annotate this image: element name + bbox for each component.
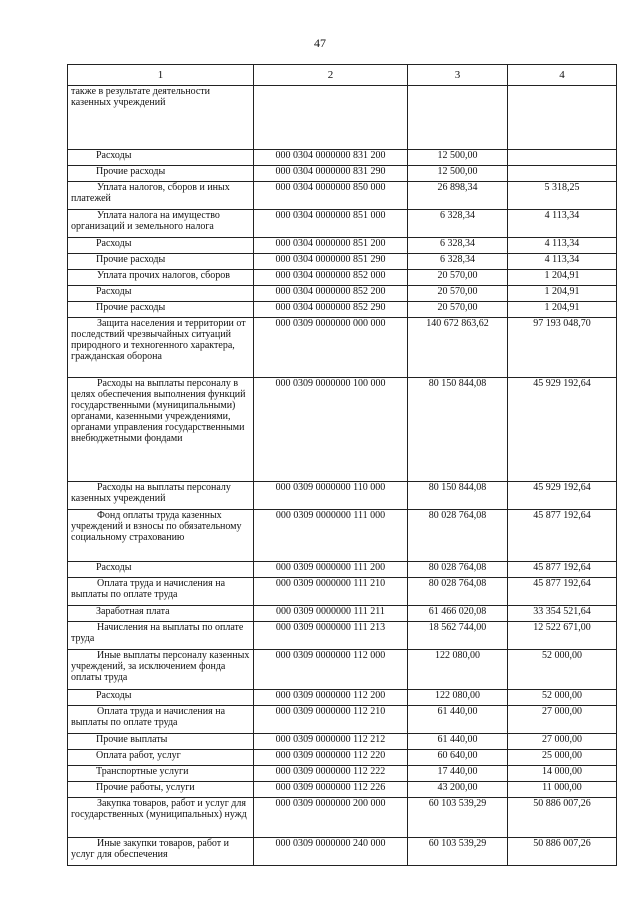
row-value-col4-cell: 27 000,00	[508, 734, 617, 750]
table-row	[68, 182, 617, 210]
row-name-cell: Расходы	[68, 150, 254, 166]
row-code-cell: 000 0309 0000000 112 212	[254, 734, 408, 750]
row-value-col4-cell: 33 354 521,64	[508, 606, 617, 622]
table-row	[68, 766, 617, 782]
table-header-row	[68, 65, 617, 86]
row-name-cell: Начисления на выплаты по оплате труда	[68, 622, 254, 650]
row-code-cell: 000 0304 0000000 852 200	[254, 286, 408, 302]
row-value-col4-cell: 4 113,34	[508, 238, 617, 254]
table-row	[68, 838, 617, 866]
table-body	[68, 86, 617, 866]
row-value-col4-cell: 1 204,91	[508, 270, 617, 286]
row-name-cell: Расходы	[68, 238, 254, 254]
row-name-cell: Фонд оплаты труда казенных учреждений и взносы по обязательному социальному страхованию	[68, 510, 254, 562]
table-row	[68, 510, 617, 562]
row-name-cell: Оплата работ, услуг	[68, 750, 254, 766]
table-row	[68, 622, 617, 650]
row-value-col3-cell: 26 898,34	[408, 182, 508, 210]
row-value-col3-cell: 12 500,00	[408, 150, 508, 166]
row-value-col4-cell	[508, 150, 617, 166]
row-name-cell: Иные закупки товаров, работ и услуг для обеспечения	[68, 838, 254, 866]
row-value-col4-cell: 4 113,34	[508, 254, 617, 270]
row-name-cell: Расходы на выплаты персоналу казенных учреждений	[68, 482, 254, 510]
row-value-col4-cell: 25 000,00	[508, 750, 617, 766]
row-value-col4-cell: 1 204,91	[508, 286, 617, 302]
table-row	[68, 650, 617, 690]
row-code-cell: 000 0309 0000000 100 000	[254, 378, 408, 482]
row-value-col4-cell: 52 000,00	[508, 690, 617, 706]
row-name-cell: Расходы	[68, 286, 254, 302]
row-value-col3-cell: 6 328,34	[408, 254, 508, 270]
row-value-col3-cell: 20 570,00	[408, 302, 508, 318]
table-row	[68, 578, 617, 606]
row-value-col3-cell: 60 103 539,29	[408, 838, 508, 866]
row-value-col3-cell: 80 150 844,08	[408, 482, 508, 510]
table-row	[68, 606, 617, 622]
table-row	[68, 690, 617, 706]
row-code-cell: 000 0309 0000000 112 220	[254, 750, 408, 766]
row-name-cell: Иные выплаты персоналу казенных учреждений, за исключением фонда оплаты труда	[68, 650, 254, 690]
row-name-cell: Прочие расходы	[68, 166, 254, 182]
row-code-cell: 000 0309 0000000 112 210	[254, 706, 408, 734]
row-value-col4-cell: 11 000,00	[508, 782, 617, 798]
row-name-cell: Оплата труда и начисления на выплаты по оплате труда	[68, 578, 254, 606]
row-name-cell: Уплата налога на имущество организаций и земельного налога	[68, 210, 254, 238]
table-row	[68, 782, 617, 798]
row-value-col4-cell	[508, 86, 617, 150]
row-value-col4-cell: 14 000,00	[508, 766, 617, 782]
table-row	[68, 150, 617, 166]
row-value-col4-cell	[508, 166, 617, 182]
row-value-col4-cell: 50 886 007,26	[508, 798, 617, 838]
row-value-col3-cell: 60 640,00	[408, 750, 508, 766]
row-code-cell: 000 0309 0000000 111 000	[254, 510, 408, 562]
row-value-col3-cell: 20 570,00	[408, 286, 508, 302]
row-value-col4-cell: 45 929 192,64	[508, 482, 617, 510]
row-value-col4-cell: 52 000,00	[508, 650, 617, 690]
row-value-col3-cell: 140 672 863,62	[408, 318, 508, 378]
row-value-col4-cell: 5 318,25	[508, 182, 617, 210]
row-name-cell: Уплата прочих налогов, сборов	[68, 270, 254, 286]
table-row	[68, 750, 617, 766]
row-value-col3-cell: 80 150 844,08	[408, 378, 508, 482]
row-code-cell: 000 0309 0000000 110 000	[254, 482, 408, 510]
row-value-col4-cell: 97 193 048,70	[508, 318, 617, 378]
row-code-cell: 000 0304 0000000 852 000	[254, 270, 408, 286]
table-row	[68, 482, 617, 510]
row-value-col3-cell: 61 440,00	[408, 734, 508, 750]
row-value-col4-cell: 45 877 192,64	[508, 510, 617, 562]
row-name-cell: Расходы	[68, 562, 254, 578]
table-row	[68, 254, 617, 270]
row-code-cell: 000 0309 0000000 112 200	[254, 690, 408, 706]
row-code-cell: 000 0309 0000000 111 200	[254, 562, 408, 578]
row-code-cell: 000 0304 0000000 831 200	[254, 150, 408, 166]
row-name-cell: Транспортные услуги	[68, 766, 254, 782]
row-code-cell	[254, 86, 408, 150]
table-row	[68, 734, 617, 750]
table-row	[68, 562, 617, 578]
row-value-col3-cell: 20 570,00	[408, 270, 508, 286]
row-code-cell: 000 0304 0000000 851 200	[254, 238, 408, 254]
row-value-col4-cell: 45 877 192,64	[508, 562, 617, 578]
table-row	[68, 166, 617, 182]
row-code-cell: 000 0304 0000000 851 000	[254, 210, 408, 238]
row-code-cell: 000 0304 0000000 850 000	[254, 182, 408, 210]
row-code-cell: 000 0304 0000000 831 290	[254, 166, 408, 182]
row-name-cell: Прочие выплаты	[68, 734, 254, 750]
row-name-cell: Защита населения и территории от последствий чрезвычайных ситуаций природного и техногенного характера, гражданская оборона	[68, 318, 254, 378]
row-value-col3-cell: 18 562 744,00	[408, 622, 508, 650]
table-row	[68, 270, 617, 286]
table-row	[68, 238, 617, 254]
row-value-col4-cell: 50 886 007,26	[508, 838, 617, 866]
row-value-col3-cell: 43 200,00	[408, 782, 508, 798]
row-value-col3-cell: 122 080,00	[408, 650, 508, 690]
page-number: 47	[314, 36, 326, 50]
row-name-cell: Прочие расходы	[68, 254, 254, 270]
row-name-cell: Заработная плата	[68, 606, 254, 622]
row-name-cell: Прочие работы, услуги	[68, 782, 254, 798]
table-row	[68, 286, 617, 302]
row-code-cell: 000 0309 0000000 111 213	[254, 622, 408, 650]
row-value-col3-cell: 61 466 020,08	[408, 606, 508, 622]
row-value-col4-cell: 4 113,34	[508, 210, 617, 238]
row-value-col4-cell: 45 877 192,64	[508, 578, 617, 606]
row-code-cell: 000 0309 0000000 200 000	[254, 798, 408, 838]
column-header-2: 2	[254, 65, 408, 86]
row-value-col4-cell: 27 000,00	[508, 706, 617, 734]
row-code-cell: 000 0309 0000000 111 211	[254, 606, 408, 622]
column-header-4: 4	[508, 65, 617, 86]
table-row	[68, 798, 617, 838]
row-value-col4-cell: 45 929 192,64	[508, 378, 617, 482]
row-value-col3-cell: 60 103 539,29	[408, 798, 508, 838]
row-name-cell: Прочие расходы	[68, 302, 254, 318]
row-value-col3-cell: 12 500,00	[408, 166, 508, 182]
row-value-col3-cell: 80 028 764,08	[408, 578, 508, 606]
table-row	[68, 706, 617, 734]
row-code-cell: 000 0309 0000000 240 000	[254, 838, 408, 866]
row-value-col4-cell: 1 204,91	[508, 302, 617, 318]
table-row	[68, 378, 617, 482]
row-name-cell: Закупка товаров, работ и услуг для государственных (муниципальных) нужд	[68, 798, 254, 838]
row-code-cell: 000 0309 0000000 111 210	[254, 578, 408, 606]
table-row	[68, 302, 617, 318]
budget-table	[67, 64, 617, 866]
row-value-col3-cell: 122 080,00	[408, 690, 508, 706]
row-name-cell: также в результате деятельности казенных учреждений	[68, 86, 254, 150]
row-value-col3-cell: 6 328,34	[408, 210, 508, 238]
table-row	[68, 318, 617, 378]
row-name-cell: Расходы	[68, 690, 254, 706]
row-value-col3-cell	[408, 86, 508, 150]
column-header-3: 3	[408, 65, 508, 86]
table-row	[68, 86, 617, 150]
row-code-cell: 000 0309 0000000 112 000	[254, 650, 408, 690]
row-code-cell: 000 0309 0000000 000 000	[254, 318, 408, 378]
column-header-1: 1	[68, 65, 254, 86]
row-value-col3-cell: 80 028 764,08	[408, 562, 508, 578]
row-code-cell: 000 0309 0000000 112 222	[254, 766, 408, 782]
table-row	[68, 210, 617, 238]
row-value-col3-cell: 80 028 764,08	[408, 510, 508, 562]
row-name-cell: Расходы на выплаты персоналу в целях обеспечения выполнения функций государственными (муниципальными) органами, казенными учреждениями, органами управления государственными внебюджетными фондами	[68, 378, 254, 482]
row-value-col3-cell: 61 440,00	[408, 706, 508, 734]
row-code-cell: 000 0309 0000000 112 226	[254, 782, 408, 798]
row-value-col3-cell: 17 440,00	[408, 766, 508, 782]
row-value-col4-cell: 12 522 671,00	[508, 622, 617, 650]
row-name-cell: Оплата труда и начисления на выплаты по оплате труда	[68, 706, 254, 734]
row-value-col3-cell: 6 328,34	[408, 238, 508, 254]
row-code-cell: 000 0304 0000000 852 290	[254, 302, 408, 318]
row-name-cell: Уплата налогов, сборов и иных платежей	[68, 182, 254, 210]
row-code-cell: 000 0304 0000000 851 290	[254, 254, 408, 270]
